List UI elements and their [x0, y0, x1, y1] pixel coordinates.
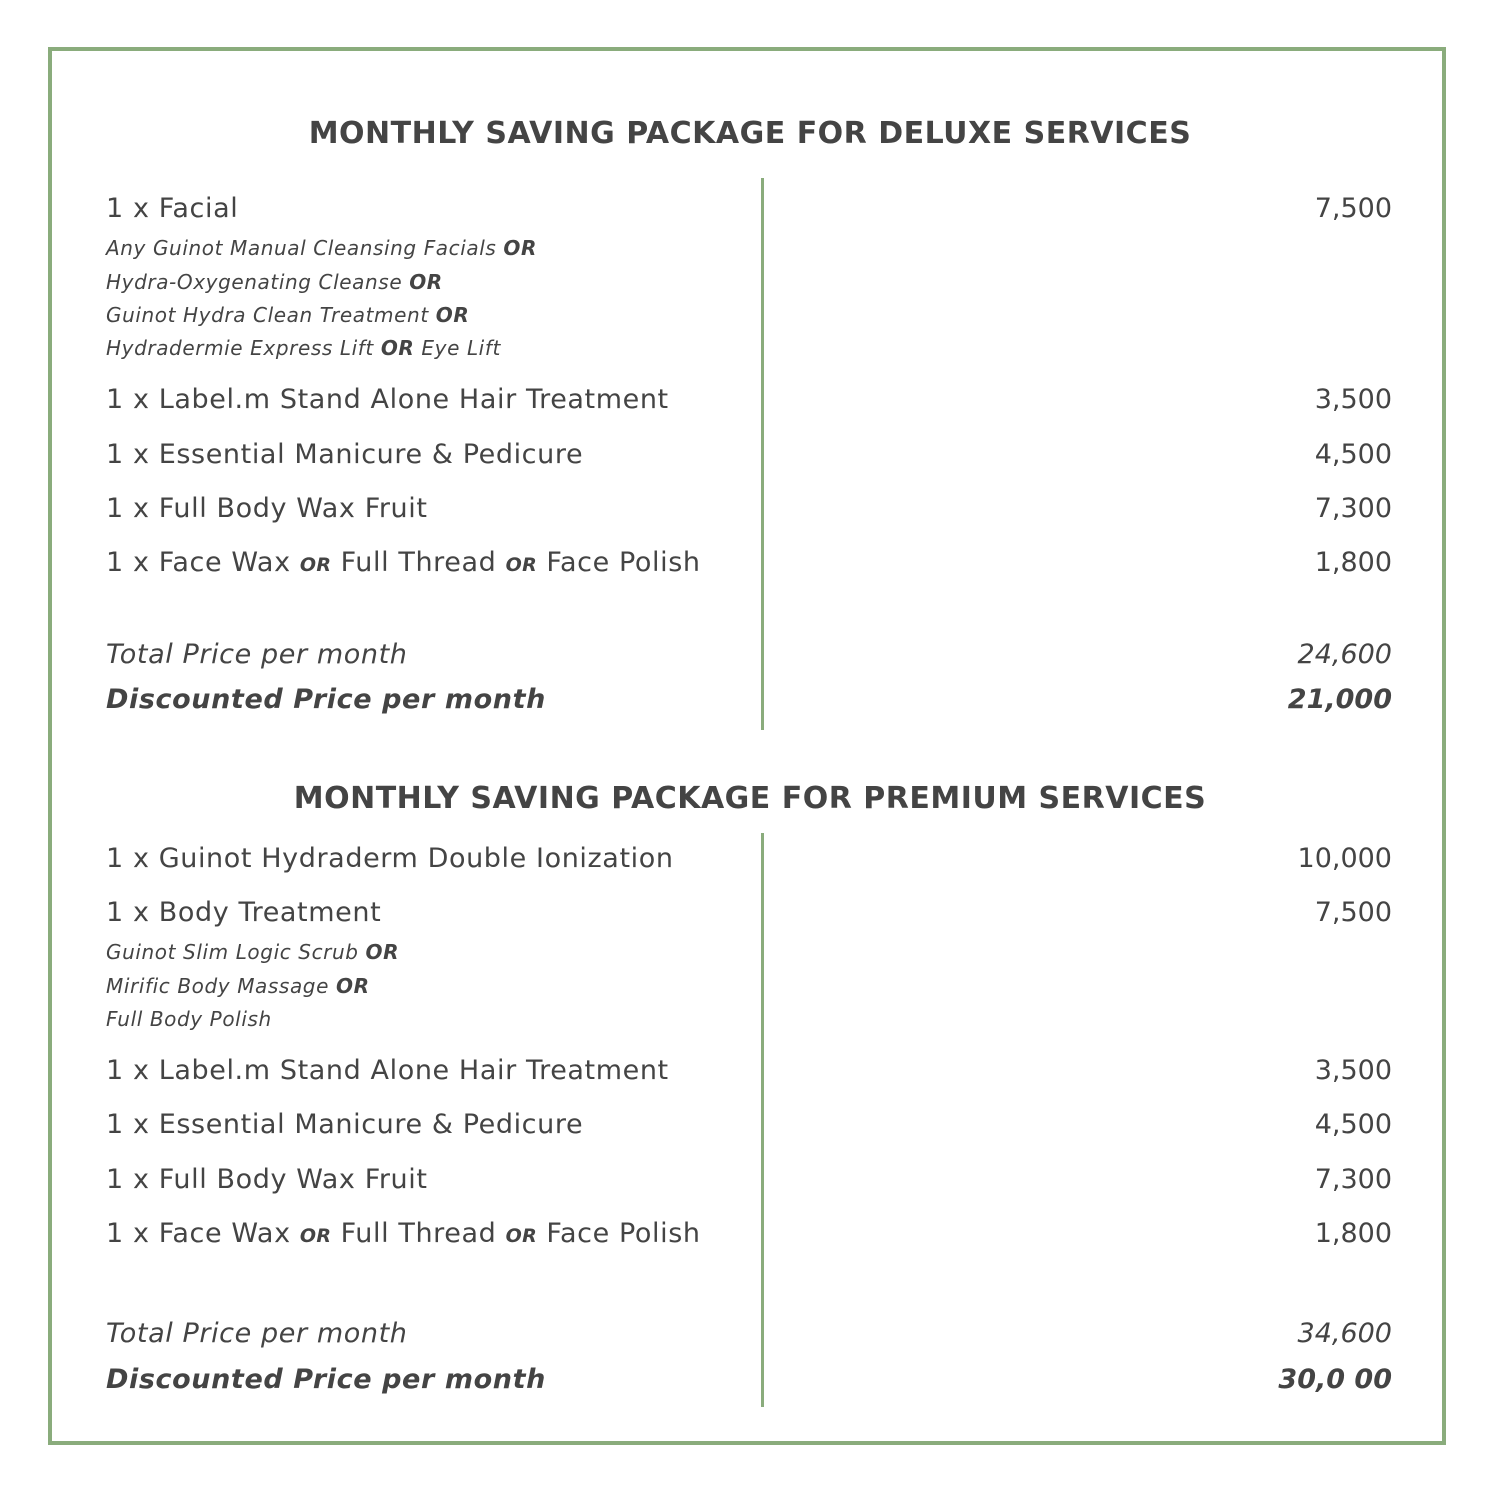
or-separator: OR: [299, 554, 332, 576]
deluxe-title: MONTHLY SAVING PACKAGE FOR DELUXE SERVICES: [308, 116, 1192, 151]
premium-face-label: [106, 1218, 701, 1249]
or-separator: OR: [505, 1225, 538, 1247]
face-option: 1 x Face Wax: [106, 547, 291, 578]
option-text: Mirific Body Massage: [106, 974, 329, 998]
deluxe-total-price: 24,600: [1297, 639, 1392, 670]
deluxe-column-divider: [761, 178, 764, 730]
deluxe-item-label: 1 x Label.m Stand Alone Hair Treatment: [106, 384, 669, 415]
face-option: 1 x Face Wax: [106, 1218, 291, 1249]
or-separator: OR: [505, 554, 538, 576]
or-separator: OR: [409, 270, 443, 294]
premium-body-price: 7,500: [1314, 897, 1392, 928]
face-option: Full Thread: [340, 547, 497, 578]
option-text: Guinot Slim Logic Scrub: [106, 940, 359, 964]
deluxe-facial-label: 1 x Facial: [106, 193, 239, 224]
deluxe-item-price: 3,500: [1314, 384, 1392, 415]
deluxe-face-label: [106, 547, 701, 578]
option-text: Guinot Hydra Clean Treatment: [106, 303, 429, 327]
or-separator: OR: [299, 1225, 332, 1247]
or-separator: OR: [365, 940, 400, 964]
face-option: Full Thread: [340, 1218, 497, 1249]
premium-item-price: 7,300: [1314, 1164, 1392, 1195]
deluxe-item-price: 7,300: [1314, 493, 1392, 524]
face-option: Face Polish: [546, 547, 701, 578]
option-text: Hydra-Oxygenating Cleanse: [106, 270, 403, 294]
premium-face-price: 1,800: [1314, 1218, 1392, 1249]
deluxe-facial-option: [106, 236, 537, 260]
premium-item-price: 3,500: [1314, 1055, 1392, 1086]
deluxe-total-label: Total Price per month: [106, 639, 408, 670]
deluxe-facial-option: [106, 270, 443, 294]
deluxe-face-price: 1,800: [1314, 547, 1392, 578]
premium-body-option: [106, 974, 370, 998]
premium-body-option: [106, 1007, 272, 1031]
deluxe-item-label: 1 x Essential Manicure & Pedicure: [106, 439, 584, 470]
or-separator: OR: [503, 236, 538, 260]
deluxe-item-price: 4,500: [1314, 439, 1392, 470]
premium-first-price: 10,000: [1297, 843, 1392, 874]
premium-body-option: [106, 940, 399, 964]
option-text: Full Body Polish: [106, 1007, 272, 1031]
deluxe-item-label: 1 x Full Body Wax Fruit: [106, 493, 428, 524]
premium-column-divider: [761, 833, 764, 1407]
premium-body-label: 1 x Body Treatment: [106, 897, 382, 928]
premium-total-label: Total Price per month: [106, 1318, 408, 1349]
deluxe-discount-price: 21,000: [1287, 684, 1392, 715]
premium-item-price: 4,500: [1314, 1109, 1392, 1140]
premium-item-label: 1 x Label.m Stand Alone Hair Treatment: [106, 1055, 669, 1086]
premium-discount-label: Discounted Price per month: [106, 1364, 546, 1395]
premium-title: MONTHLY SAVING PACKAGE FOR PREMIUM SERVICES: [293, 781, 1207, 816]
premium-discount-price: 30,0 00: [1278, 1364, 1392, 1395]
deluxe-facial-price: 7,500: [1314, 193, 1392, 224]
deluxe-facial-option: [106, 303, 469, 327]
option-text: Any Guinot Manual Cleansing Facials: [106, 236, 497, 260]
premium-item-label: 1 x Full Body Wax Fruit: [106, 1164, 428, 1195]
deluxe-facial-option: [106, 336, 501, 360]
premium-total-price: 34,600: [1297, 1318, 1392, 1349]
or-separator: OR: [435, 303, 470, 327]
or-separator: OR: [335, 974, 370, 998]
face-option: Face Polish: [546, 1218, 701, 1249]
deluxe-discount-label: Discounted Price per month: [106, 684, 546, 715]
or-separator: OR: [380, 336, 415, 360]
premium-first-label: 1 x Guinot Hydraderm Double Ionization: [106, 843, 674, 874]
option-text: Eye Lift: [421, 336, 501, 360]
premium-item-label: 1 x Essential Manicure & Pedicure: [106, 1109, 584, 1140]
option-text: Hydradermie Express Lift: [106, 336, 374, 360]
